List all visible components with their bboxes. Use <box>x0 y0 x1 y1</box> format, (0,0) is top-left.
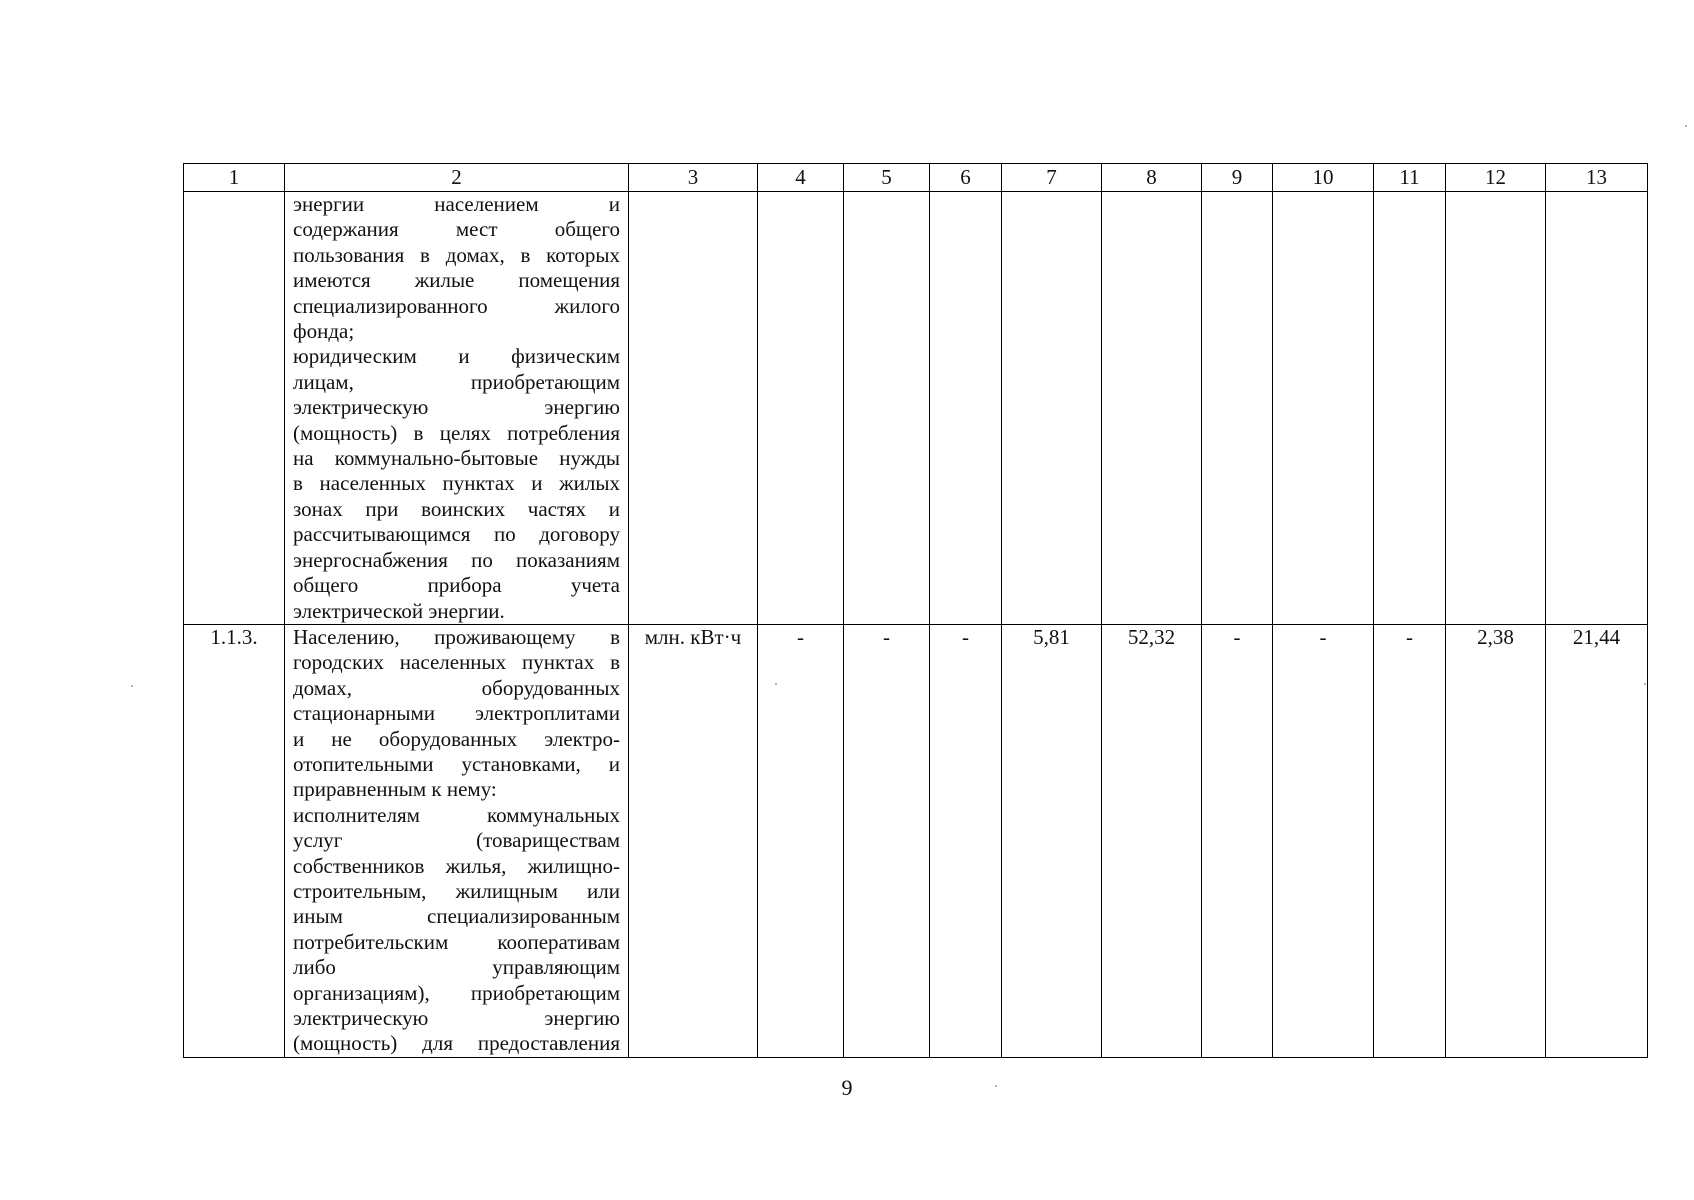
description-line: стационарными электроплитами <box>293 701 620 726</box>
description-line: общего прибора учета <box>293 573 620 598</box>
row-description <box>285 624 629 1057</box>
description-line: (мощность) для предоставления <box>293 1031 620 1056</box>
column-number: 11 <box>1374 164 1446 192</box>
description-line: электрическую энергию <box>293 1006 620 1030</box>
unit-cell: млн. кВт·ч <box>629 624 758 1057</box>
value-cell <box>844 192 930 625</box>
description-line: исполнителям коммунальных <box>293 802 620 827</box>
value-cell <box>930 192 1002 625</box>
description-line: юридическим и физическим <box>293 344 620 369</box>
scan-speck <box>775 683 777 685</box>
value-cell: - <box>930 624 1002 1057</box>
row-number: 1.1.3. <box>184 624 285 1057</box>
value-cell: 5,81 <box>1002 624 1102 1057</box>
description-line: на коммунально-бытовые нужды <box>293 446 620 471</box>
row-description <box>285 192 629 625</box>
value-cell <box>1273 192 1374 625</box>
description-line: энергоснабжения по показаниям <box>293 547 620 572</box>
column-number-row <box>184 164 1648 192</box>
description-line: либо управляющим <box>293 955 620 980</box>
column-number: 7 <box>1002 164 1102 192</box>
row-number <box>184 192 285 625</box>
description-line: домах, оборудованных <box>293 675 620 700</box>
description-line: отопительными установками, и <box>293 751 620 776</box>
description-line: электрической энергии. <box>293 598 505 623</box>
column-number: 2 <box>285 164 629 192</box>
description-line: содержания мест общего <box>293 217 620 242</box>
value-cell: 2,38 <box>1446 624 1546 1057</box>
table-row-1-1-3 <box>184 624 1648 1057</box>
scan-speck <box>995 1085 997 1087</box>
description-line: пользования в домах, в которых <box>293 242 620 267</box>
unit-cell <box>629 192 758 625</box>
column-number: 5 <box>844 164 930 192</box>
column-number: 13 <box>1546 164 1648 192</box>
page-number: 9 <box>841 1075 853 1100</box>
value-cell <box>1202 192 1273 625</box>
value-cell <box>758 192 844 625</box>
value-cell: 52,32 <box>1102 624 1202 1057</box>
column-number: 8 <box>1102 164 1202 192</box>
value-cell: - <box>844 624 930 1057</box>
value-cell: 21,44 <box>1546 624 1648 1057</box>
scan-speck <box>131 685 133 687</box>
column-number: 4 <box>758 164 844 192</box>
value-cell <box>1374 192 1446 625</box>
description-line: в населенных пунктах и жилых <box>293 471 620 496</box>
description-line: городских населенных пунктах в <box>293 650 620 675</box>
value-cell <box>1002 192 1102 625</box>
column-number: 10 <box>1273 164 1374 192</box>
description-line: Населению, проживающему в <box>293 624 620 649</box>
column-number: 6 <box>930 164 1002 192</box>
column-number: 3 <box>629 164 758 192</box>
description-line: энергии населением и <box>293 192 620 216</box>
description-line: услуг (товариществам <box>293 828 620 853</box>
table-row-continued <box>184 192 1648 625</box>
description-line: иным специализированным <box>293 904 620 929</box>
value-cell: - <box>1273 624 1374 1057</box>
description-line: приравненным к нему: <box>293 777 497 802</box>
description-line: лицам, приобретающим <box>293 369 620 394</box>
value-cell: - <box>1202 624 1273 1057</box>
column-number: 12 <box>1446 164 1546 192</box>
description-line: (мощность) в целях потребления <box>293 420 620 445</box>
description-line: специализированного жилого <box>293 293 620 318</box>
description-line: организациям), приобретающим <box>293 980 620 1005</box>
description-line: рассчитывающимся по договору <box>293 522 620 547</box>
description-line: собственников жилья, жилищно- <box>293 853 620 878</box>
value-cell <box>1102 192 1202 625</box>
description-line: зонах при воинских частях и <box>293 496 620 521</box>
description-line: фонда; <box>293 319 355 344</box>
value-cell: - <box>1374 624 1446 1057</box>
value-cell: - <box>758 624 844 1057</box>
description-line: потребительским кооперативам <box>293 929 620 954</box>
description-line: и не оборудованных электро- <box>293 726 620 751</box>
column-number: 9 <box>1202 164 1273 192</box>
scan-speck <box>1644 683 1646 685</box>
value-cell <box>1546 192 1648 625</box>
scan-speck <box>1685 125 1687 127</box>
description-line: электрическую энергию <box>293 395 620 420</box>
description-line: строительным, жилищным или <box>293 878 620 903</box>
column-number: 1 <box>184 164 285 192</box>
description-line: имеются жилые помещения <box>293 268 620 293</box>
value-cell <box>1446 192 1546 625</box>
tariff-table <box>183 163 1648 1058</box>
